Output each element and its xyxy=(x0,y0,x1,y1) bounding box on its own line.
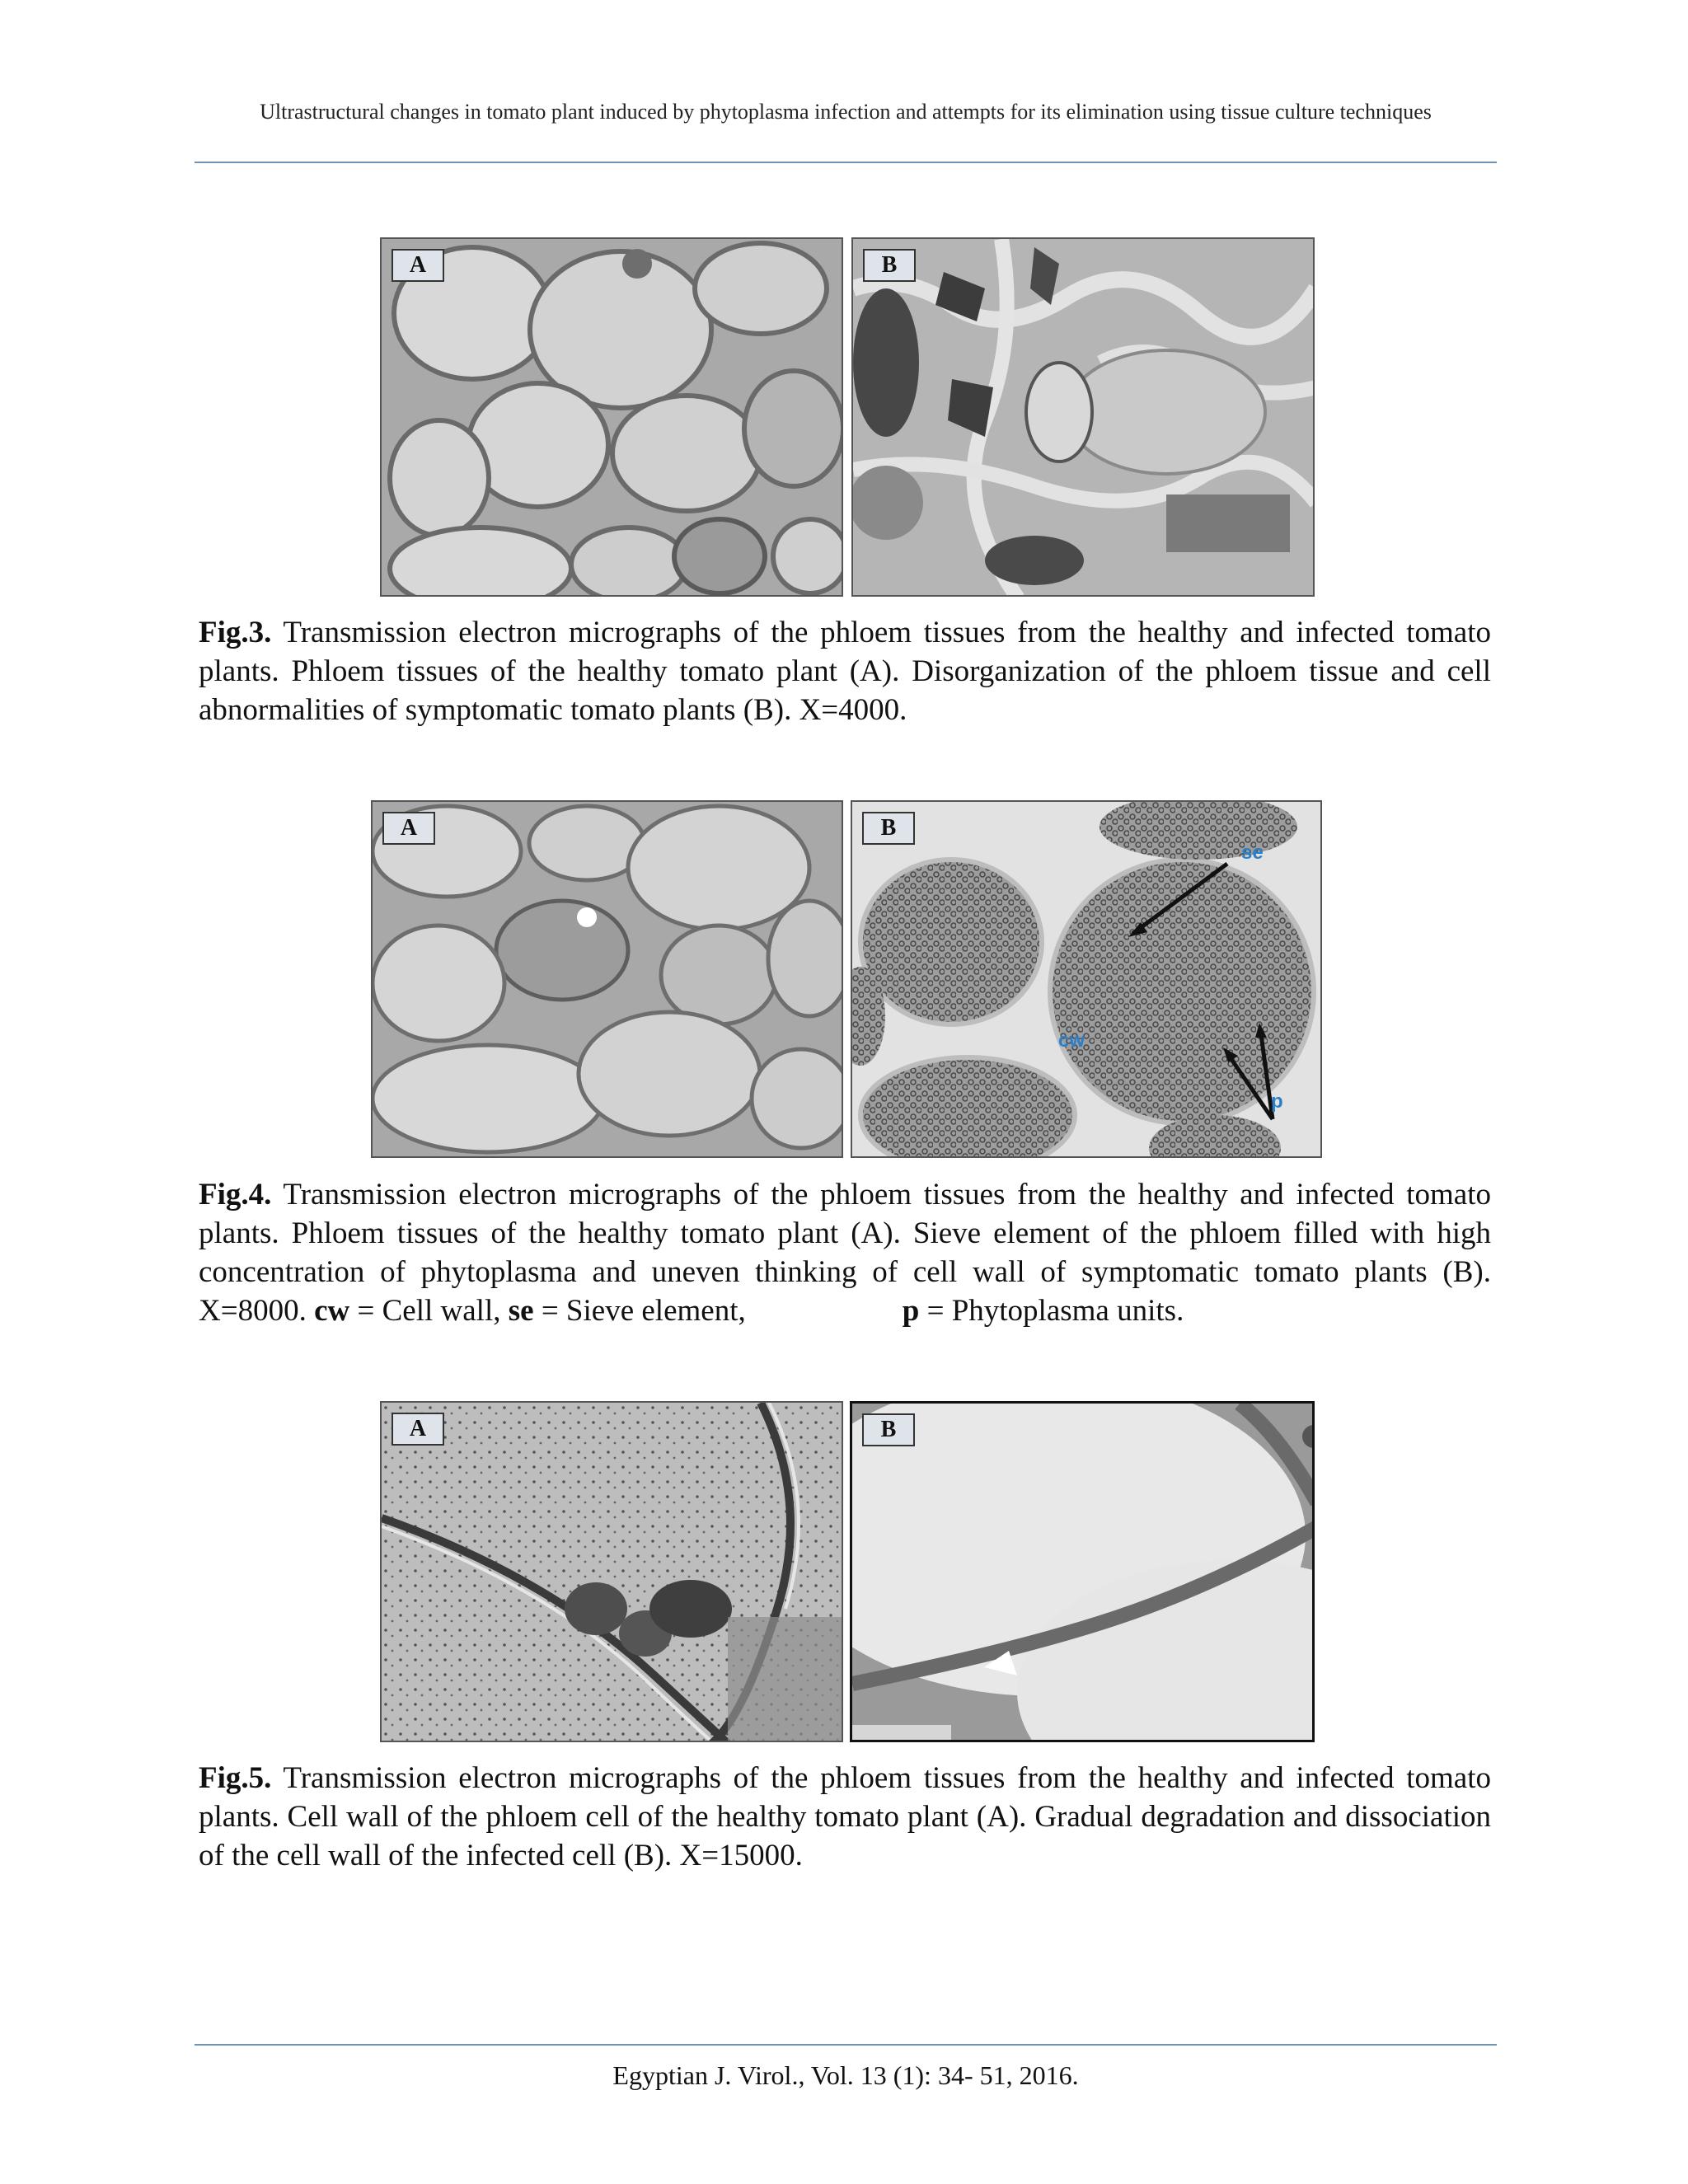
fig4-panel-b xyxy=(851,800,1322,1158)
running-footer: Egyptian J. Virol., Vol. 13 (1): 34- 51, 2016. xyxy=(612,2060,1079,2090)
fig3-panel-a xyxy=(380,237,843,597)
fig4-annotation-cw: cw xyxy=(1058,1029,1085,1052)
fig4-panel-a xyxy=(371,800,843,1158)
fig3-micrograph-a xyxy=(382,239,843,597)
fig4-abbr-cw-term: cw xyxy=(314,1294,350,1328)
fig4-panel-a-label: A xyxy=(382,812,435,845)
fig5-panel-a xyxy=(380,1401,843,1742)
fig5-panel-a-label: A xyxy=(392,1413,444,1446)
fig4-panel-b-label: B xyxy=(862,812,915,845)
fig5-caption-label: Fig.5. xyxy=(199,1761,272,1795)
fig4-caption-label: Fig.4. xyxy=(199,1178,272,1212)
fig3-panel-b-label: B xyxy=(863,249,916,282)
fig5-micrograph-a xyxy=(382,1403,843,1742)
fig5-caption-text: Transmission electron micrographs of the phloem tissues from the healthy and infected tomato plants. Cell wall of the phloem cell of the healthy tomato plant (A). Gradual degradation and dissociation of the cell wall of the infected cell (B). X=15000. xyxy=(199,1761,1491,1872)
fig4-caption xyxy=(199,1175,1491,1330)
fig4-abbr-p-term: p xyxy=(902,1294,920,1328)
fig3-micrograph-b xyxy=(853,239,1315,597)
fig3-caption-label: Fig.3. xyxy=(199,616,272,649)
fig4-micrograph-a xyxy=(373,802,843,1158)
fig4-abbr-se-term: se xyxy=(508,1294,534,1328)
fig4-abbr-p-def: = Phytoplasma units. xyxy=(919,1294,1184,1328)
fig3-panel-b xyxy=(851,237,1315,597)
fig5-panel-b xyxy=(850,1401,1315,1742)
fig4-abbr-se-def: = Sieve element, xyxy=(533,1294,746,1328)
fig3-caption-text: Transmission electron micrographs of the phloem tissues from the healthy and infected tomato plants. Phloem tissues of the healthy tomato plant (A). Disorganization of the phloem tissue and cell abnormalities of symptomatic tomato plants (B). X=4000. xyxy=(199,616,1491,727)
fig5-caption xyxy=(199,1759,1491,1875)
fig4-annotation-p: p xyxy=(1271,1090,1283,1113)
footer-rule xyxy=(195,2044,1497,2046)
fig5-micrograph-b xyxy=(852,1404,1315,1742)
fig5-panel-b-label: B xyxy=(862,1413,915,1446)
fig3-caption xyxy=(199,613,1491,729)
fig4-caption-text: Transmission electron micrographs of the phloem tissues from the healthy and infected tomato plants. Phloem tissues of the healthy tomato plant (A). Sieve element of the phloem filled with high concentration of phytoplasma and uneven thinking of cell wall of symptomatic tomato plants (B). X=8000. xyxy=(199,1178,1491,1328)
fig3-panel-a-label: A xyxy=(392,249,444,282)
fig4-annotation-se: se xyxy=(1241,841,1264,864)
fig4-abbr-cw-def: = Cell wall, xyxy=(349,1294,509,1328)
running-header: Ultrastructural changes in tomato plant induced by phytoplasma infection and attempts for its elimination using tissue culture techniques xyxy=(260,100,1432,124)
header-rule xyxy=(195,162,1497,163)
